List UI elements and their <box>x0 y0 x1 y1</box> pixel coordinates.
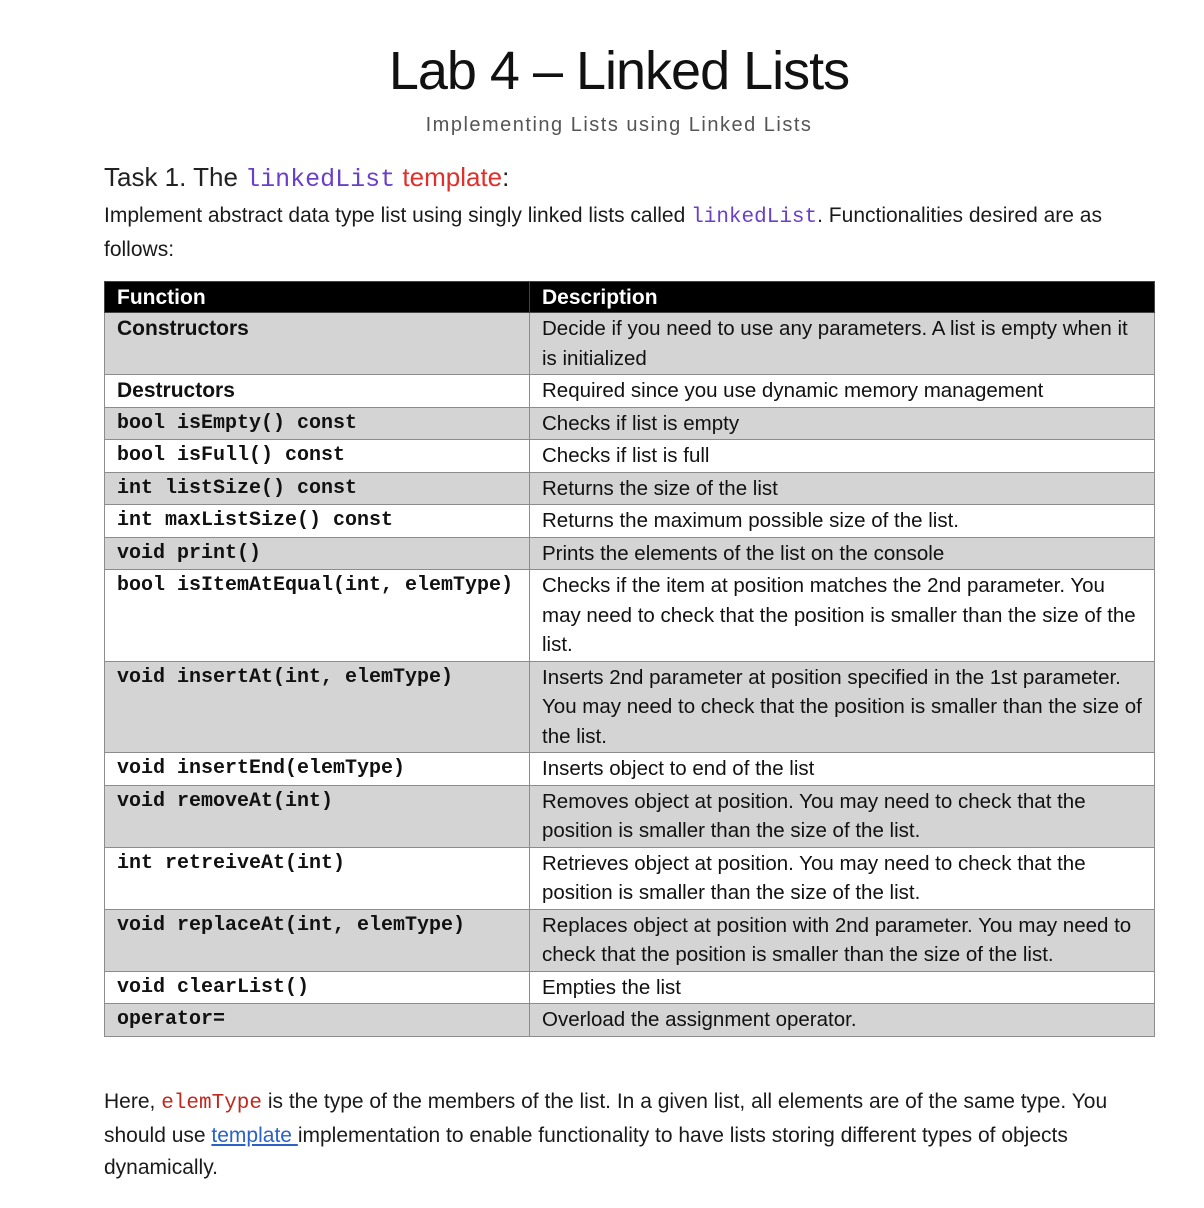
intro-text-before: Implement abstract data type list using singly linked lists called <box>104 204 692 227</box>
function-cell: int maxListSize() const <box>105 505 530 538</box>
function-cell: bool isItemAtEqual(int, elemType) <box>105 570 530 662</box>
table-row <box>105 505 1155 538</box>
function-cell: void insertAt(int, elemType) <box>105 661 530 753</box>
table-row <box>105 971 1155 1004</box>
function-cell: bool isEmpty() const <box>105 407 530 440</box>
function-cell: void clearList() <box>105 971 530 1004</box>
outro-text-3: implementation to enable functionality to have lists storing different types of objects dynamically. <box>104 1124 1068 1179</box>
task-suffix: template <box>395 162 503 192</box>
task-code: linkedList <box>245 165 396 194</box>
task-colon: : <box>502 162 510 192</box>
table-row <box>105 847 1155 909</box>
table-body <box>105 313 1155 1037</box>
outro-paragraph <box>104 1086 1149 1184</box>
table-row <box>105 375 1155 408</box>
table-row <box>105 753 1155 786</box>
function-cell: int retreiveAt(int) <box>105 847 530 909</box>
description-cell: Empties the list <box>530 971 1155 1004</box>
description-cell: Inserts object to end of the list <box>530 753 1155 786</box>
description-cell: Inserts 2nd parameter at position specified in the 1st parameter. You may need to check that the position is smaller than the size of the list. <box>530 661 1155 753</box>
description-cell: Checks if list is empty <box>530 407 1155 440</box>
description-cell: Required since you use dynamic memory management <box>530 375 1155 408</box>
outro-text-2: is the type of the members of the list. In a given list, all elements are of the same type. You should use <box>104 1090 1108 1147</box>
description-cell: Returns the maximum possible size of the list. <box>530 505 1155 538</box>
description-cell: Checks if list is full <box>530 440 1155 473</box>
function-cell: void insertEnd(elemType) <box>105 753 530 786</box>
task-heading <box>104 162 509 194</box>
description-cell: Decide if you need to use any parameters. A list is empty when it is initialized <box>530 313 1155 375</box>
function-cell: Destructors <box>105 375 530 408</box>
intro-text-after: . Functionalities desired are as follows: <box>104 204 1102 261</box>
page-title: Lab 4 – Linked Lists <box>388 41 850 101</box>
table-row <box>105 472 1155 505</box>
intro-paragraph <box>104 200 1149 266</box>
table-row <box>105 537 1155 570</box>
function-cell: void removeAt(int) <box>105 785 530 847</box>
page-subtitle: Implementing Lists using Linked Lists <box>425 114 813 136</box>
table-header-row <box>105 282 1155 313</box>
function-cell: void replaceAt(int, elemType) <box>105 909 530 971</box>
description-cell: Retrieves object at position. You may need to check that the position is smaller than the size of the list. <box>530 847 1155 909</box>
table-row <box>105 1004 1155 1037</box>
table-row <box>105 570 1155 662</box>
description-cell: Overload the assignment operator. <box>530 1004 1155 1037</box>
table-row <box>105 661 1155 753</box>
table-row <box>105 440 1155 473</box>
description-cell: Checks if the item at position matches the 2nd parameter. You may need to check that the position is smaller than the size of the list. <box>530 570 1155 662</box>
function-cell: int listSize() const <box>105 472 530 505</box>
outro-code: elemType <box>161 1092 263 1115</box>
table-row <box>105 407 1155 440</box>
functions-table <box>104 281 1155 1037</box>
table-row <box>105 313 1155 375</box>
header-function: Function <box>105 282 530 313</box>
function-cell: Constructors <box>105 313 530 375</box>
description-cell: Prints the elements of the list on the console <box>530 537 1155 570</box>
description-cell: Replaces object at position with 2nd parameter. You may need to check that the position is smaller than the size of the list. <box>530 909 1155 971</box>
outro-text-1: Here, <box>104 1090 162 1113</box>
function-cell: operator= <box>105 1004 530 1037</box>
function-cell: void print() <box>105 537 530 570</box>
description-cell: Returns the size of the list <box>530 472 1155 505</box>
task-prefix: Task 1. The <box>104 162 246 192</box>
template-link[interactable]: template <box>211 1124 298 1147</box>
description-cell: Removes object at position. You may need to check that the position is smaller than the size of the list. <box>530 785 1155 847</box>
table-row <box>105 785 1155 847</box>
function-cell: bool isFull() const <box>105 440 530 473</box>
header-description: Description <box>530 282 1155 313</box>
intro-code: linkedList <box>691 206 818 229</box>
table-row <box>105 909 1155 971</box>
